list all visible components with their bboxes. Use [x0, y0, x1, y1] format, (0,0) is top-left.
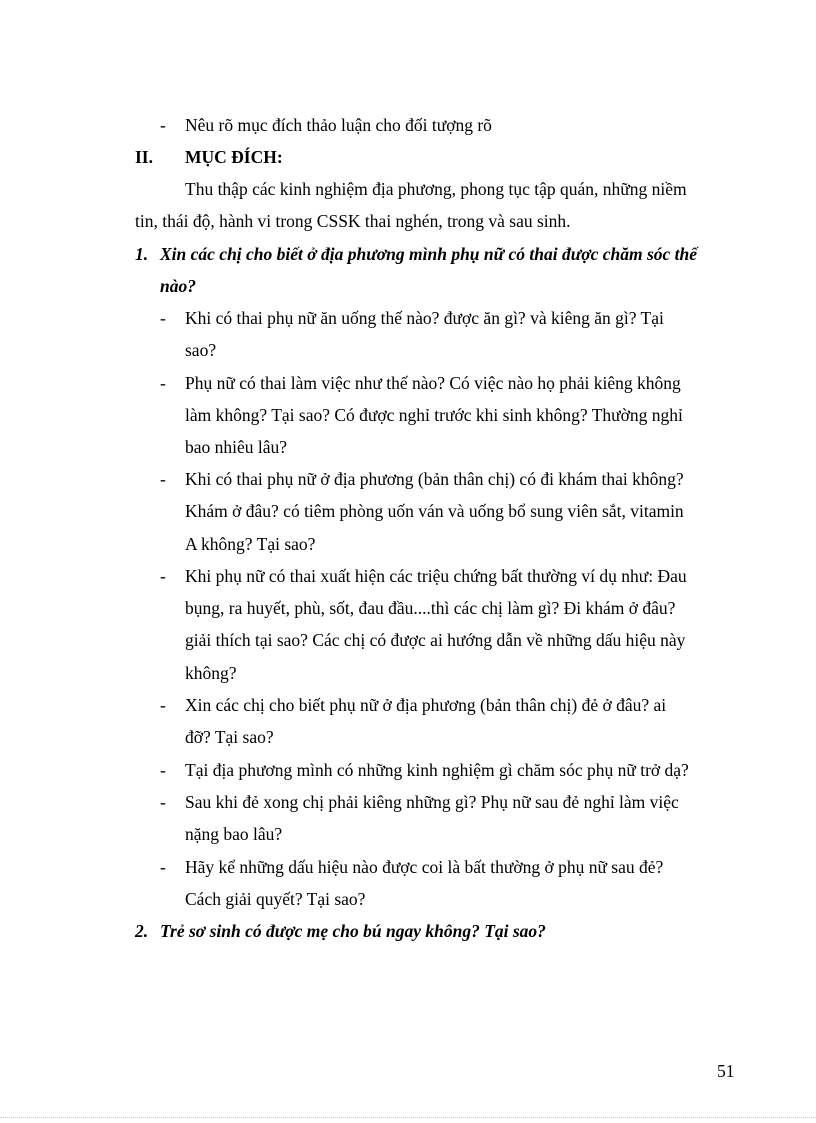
question-1-line-1: Xin các chị cho biết ở địa phương mình phụ nữ có thai được chăm sóc thế — [160, 244, 698, 264]
section-number: II. — [135, 147, 153, 167]
bullet-5-line-1: Xin các chị cho biết phụ nữ ở địa phương (bản thân chị) đẻ ở đâu? ai — [185, 695, 667, 715]
bullet-2-line-2: làm không? Tại sao? Có được nghỉ trước khi sinh không? Thường nghỉ — [185, 405, 683, 425]
bullet-7-line-2: nặng bao lâu? — [185, 824, 283, 844]
bullet-7-line-1: Sau khi đẻ xong chị phải kiêng những gì? Phụ nữ sau đẻ nghỉ làm việc — [185, 792, 679, 812]
bullet-2-line-1: Phụ nữ có thai làm việc như thế nào? Có việc nào họ phải kiêng không — [185, 373, 681, 393]
bullet-4-line-1: Khi phụ nữ có thai xuất hiện các triệu chứng bất thường ví dụ như: Đau — [185, 566, 687, 586]
bullet-3-line-2: Khám ở đâu? có tiêm phòng uốn ván và uống bổ sung viên sắt, vitamin — [185, 501, 684, 521]
bullet-marker: - — [160, 566, 166, 586]
question-2-number: 2. — [135, 921, 149, 941]
bullet-marker: - — [160, 308, 166, 328]
bullet-8-line-2: Cách giải quyết? Tại sao? — [185, 889, 366, 909]
bullet-1-line-1: Khi có thai phụ nữ ăn uống thế nào? được ăn gì? và kiêng ăn gì? Tại — [185, 308, 664, 328]
bullet-marker: - — [160, 373, 166, 393]
bullet-3-line-1: Khi có thai phụ nữ ở địa phương (bản thân chị) có đi khám thai không? — [185, 469, 684, 489]
bullet-marker: - — [160, 792, 166, 812]
question-1-line-2: nào? — [160, 276, 196, 296]
bullet-2-line-3: bao nhiêu lâu? — [185, 437, 288, 457]
bullet-marker: - — [160, 115, 166, 135]
bullet-4-line-4: không? — [185, 663, 237, 683]
bullet-6-line-1: Tại địa phương mình có những kinh nghiệm gì chăm sóc phụ nữ trở dạ? — [185, 760, 689, 780]
page-number: 51 — [717, 1061, 735, 1081]
section-title: MỤC ĐÍCH: — [185, 147, 283, 167]
bullet-3-line-3: A không? Tại sao? — [185, 534, 316, 554]
bullet-4-line-3: giải thích tại sao? Các chị có được ai hướng dẫn về những dấu hiệu này — [185, 630, 686, 650]
bullet-marker: - — [160, 469, 166, 489]
bullet-1-line-2: sao? — [185, 340, 217, 360]
paragraph-line-2: tin, thái độ, hành vi trong CSSK thai nghén, trong và sau sinh. — [135, 211, 571, 231]
bullet-marker: - — [160, 857, 166, 877]
bullet-5-line-2: đỡ? Tại sao? — [185, 727, 274, 747]
bullet-marker: - — [160, 760, 166, 780]
intro-bullet-text: Nêu rõ mục đích thảo luận cho đối tượng rõ — [185, 115, 492, 135]
question-2-text: Trẻ sơ sinh có được mẹ cho bú ngay không? Tại sao? — [160, 921, 546, 941]
question-1-number: 1. — [135, 244, 149, 264]
bullet-marker: - — [160, 695, 166, 715]
footer-divider — [0, 1117, 816, 1118]
paragraph-line-1: Thu thập các kinh nghiệm địa phương, phong tục tập quán, những niềm — [185, 179, 687, 199]
bullet-4-line-2: bụng, ra huyết, phù, sốt, đau đầu....thì các chị làm gì? Đi khám ở đâu? — [185, 598, 676, 618]
bullet-8-line-1: Hãy kể những dấu hiệu nào được coi là bất thường ở phụ nữ sau đẻ? — [185, 857, 664, 877]
